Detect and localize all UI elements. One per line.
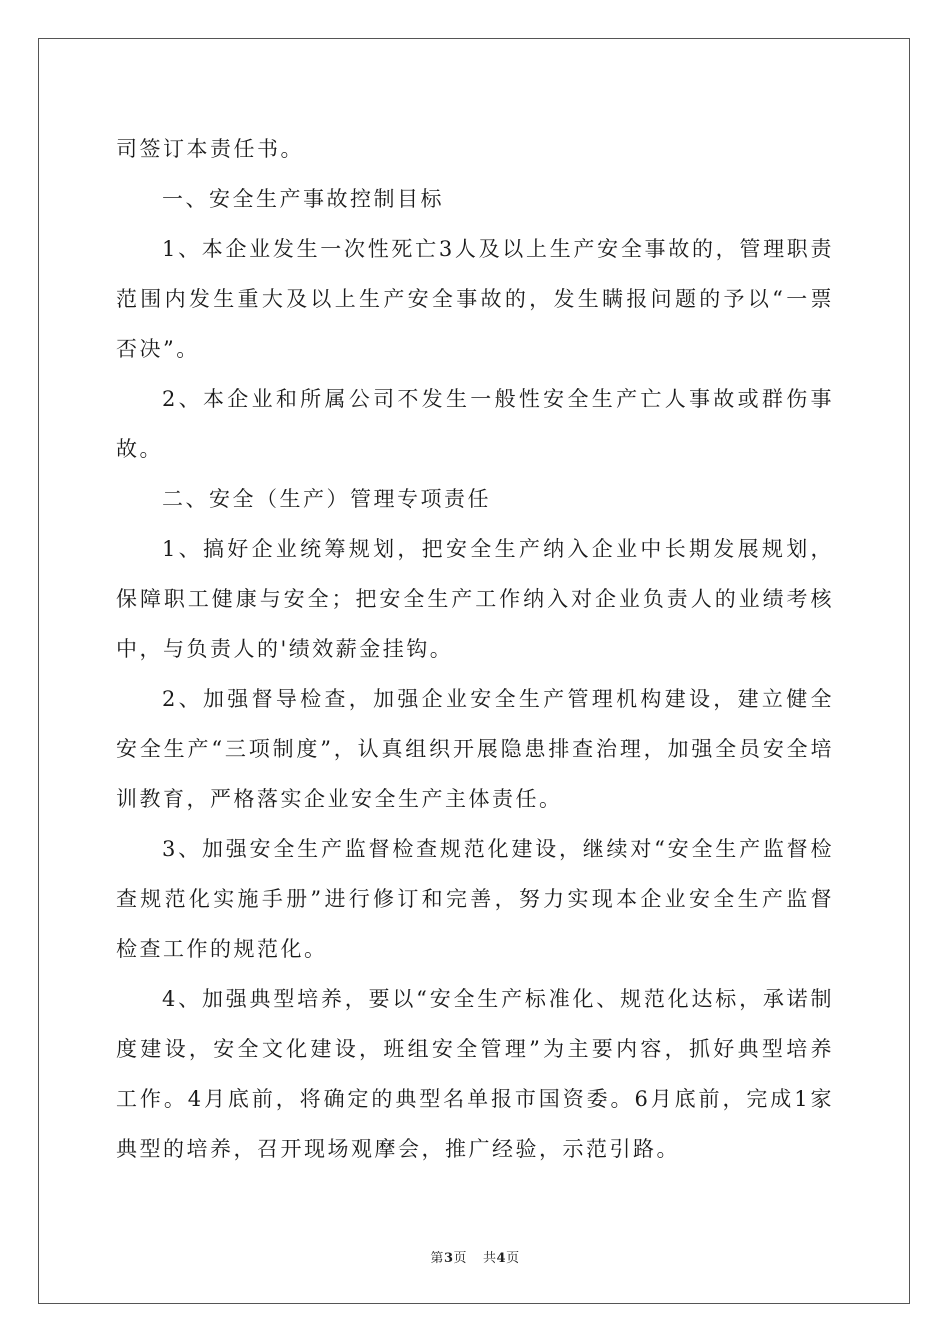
total-suffix: 页 [506, 1251, 520, 1266]
page-prefix: 第 [430, 1251, 444, 1266]
section-heading-1: 一、安全生产事故控制目标 [162, 187, 444, 211]
page-number-label [430, 1251, 467, 1266]
document-body [116, 124, 834, 1174]
paragraph-1: 司签订本责任书。 [116, 137, 304, 161]
total-prefix: 共 [483, 1251, 497, 1266]
paragraph-5: 2、加强督导检查，加强企业安全生产管理机构建设，建立健全安全生产“三项制度”，认真组织开展隐患排查治理，加强全员安全培训教育，严格落实企业安全生产主体责任。 [116, 687, 834, 811]
total-pages: 4 [496, 1251, 507, 1266]
paragraph-7: 4、加强典型培养，要以“安全生产标准化、规范化达标，承诺制度建设，安全文化建设，班组安全管理”为主要内容，抓好典型培养工作。4月底前，将确定的典型名单报市国资委。6月底前，完成1家典型的培养，召开现场观摩会，推广经验，示范引路。 [116, 987, 834, 1161]
paragraph-3: 2、本企业和所属公司不发生一般性安全生产亡人事故或群伤事故。 [116, 387, 834, 461]
total-pages-label [483, 1251, 520, 1266]
page-footer [0, 1247, 950, 1266]
section-heading-2: 二、安全（生产）管理专项责任 [162, 487, 491, 511]
page-suffix: 页 [453, 1251, 467, 1266]
current-page: 3 [443, 1251, 454, 1266]
paragraph-4: 1、搞好企业统筹规划，把安全生产纳入企业中长期发展规划，保障职工健康与安全；把安全生产工作纳入对企业负责人的业绩考核中，与负责人的'绩效薪金挂钩。 [116, 537, 834, 661]
paragraph-2: 1、本企业发生一次性死亡3人及以上生产安全事故的，管理职责范围内发生重大及以上生产安全事故的，发生瞒报问题的予以“一票否决”。 [116, 237, 834, 361]
paragraph-6: 3、加强安全生产监督检查规范化建设，继续对“安全生产监督检查规范化实施手册”进行修订和完善，努力实现本企业安全生产监督检查工作的规范化。 [116, 837, 834, 961]
